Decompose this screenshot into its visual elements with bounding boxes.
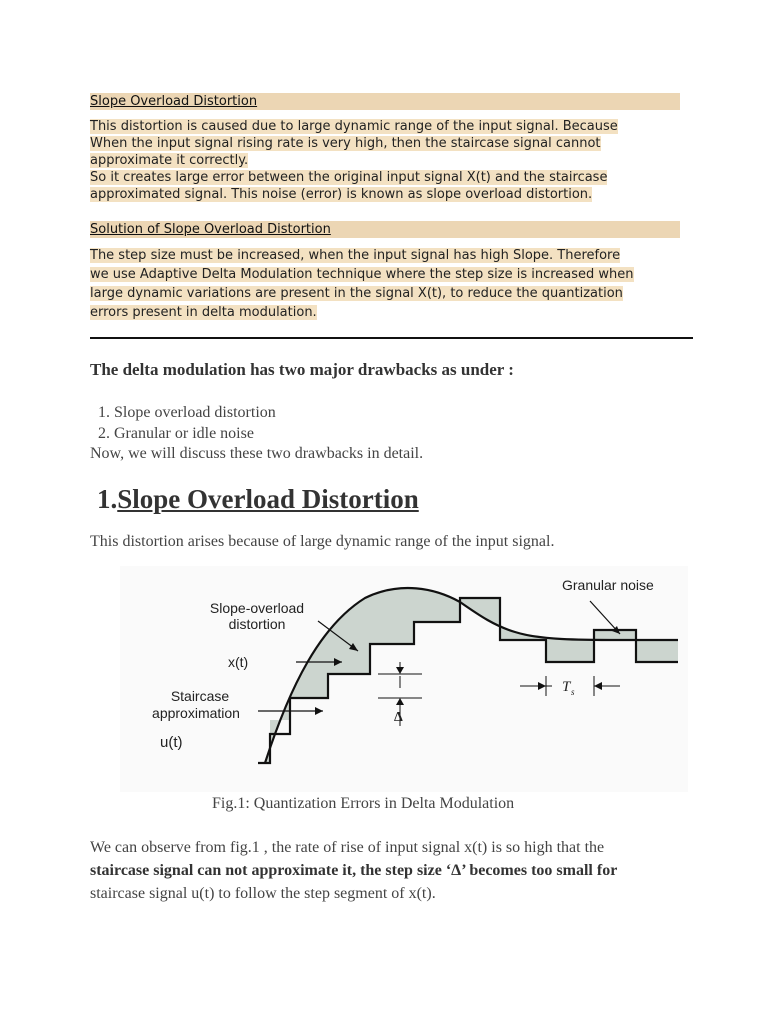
box2-line: errors present in delta modulation. <box>90 305 317 320</box>
label-xt: x(t) <box>228 654 249 670</box>
body-line-2-bold: staircase signal can not approximate it, the step size ‘Δ’ becomes too small for <box>90 862 618 879</box>
box1-title: Slope Overload Distortion <box>90 93 680 110</box>
body-paragraph <box>90 836 690 905</box>
section-title <box>97 484 419 515</box>
label-distortion: distortion <box>228 616 286 632</box>
label-approximation: approximation <box>152 705 240 721</box>
label-slope-overload: Slope-overload <box>209 600 305 616</box>
box1-line: So it creates large error between the original input signal X(t) and the staircase <box>90 170 608 185</box>
label-ts: T <box>562 679 571 695</box>
list-item: 1. Slope overload distortion <box>98 404 276 421</box>
box1-line: approximated signal. This noise (error) is known as slope overload distortion. <box>90 187 593 202</box>
figure-quantization-errors <box>120 566 688 792</box>
label-ts-sub: s <box>571 687 575 697</box>
box1-line: When the input signal rising rate is very high, then the staircase signal cannot <box>90 136 601 151</box>
box1-line: approximate it correctly. <box>90 153 249 168</box>
box2-line: large dynamic variations are present in the signal X(t), to reduce the quantization <box>90 286 623 301</box>
box1-paragraph <box>90 118 680 203</box>
section-number: 1. <box>97 484 118 514</box>
horizontal-rule <box>90 337 693 339</box>
section-title-text: Slope Overload Distortion <box>117 484 419 514</box>
drawbacks-heading: The delta modulation has two major drawbacks as under : <box>90 360 514 379</box>
list-item: 2. Granular or idle noise <box>98 425 254 442</box>
discuss-text: Now, we will discuss these two drawbacks in detail. <box>90 445 424 462</box>
figure-caption: Fig.1: Quantization Errors in Delta Modulation <box>212 795 515 812</box>
label-ut: u(t) <box>160 734 183 751</box>
body-line-3: staircase signal u(t) to follow the step segment of x(t). <box>90 885 436 902</box>
body-line-1: We can observe from fig.1 , the rate of rise of input signal x(t) is so high that the <box>90 839 605 856</box>
box2-line: we use Adaptive Delta Modulation technique where the step size is increased when <box>90 267 634 282</box>
label-staircase: Staircase <box>170 688 230 704</box>
box2-title: Solution of Slope Overload Distortion <box>90 221 680 238</box>
label-delta: Δ <box>394 710 403 725</box>
drawbacks-list <box>90 402 276 444</box>
box1-line: This distortion is caused due to large dynamic range of the input signal. Because <box>90 119 618 134</box>
section-intro: This distortion arises because of large dynamic range of the input signal. <box>90 533 555 550</box>
label-granular-noise: Granular noise <box>562 577 654 593</box>
box2-paragraph <box>90 246 680 322</box>
box2-line: The step size must be increased, when the input signal has high Slope. Therefore <box>90 248 621 263</box>
